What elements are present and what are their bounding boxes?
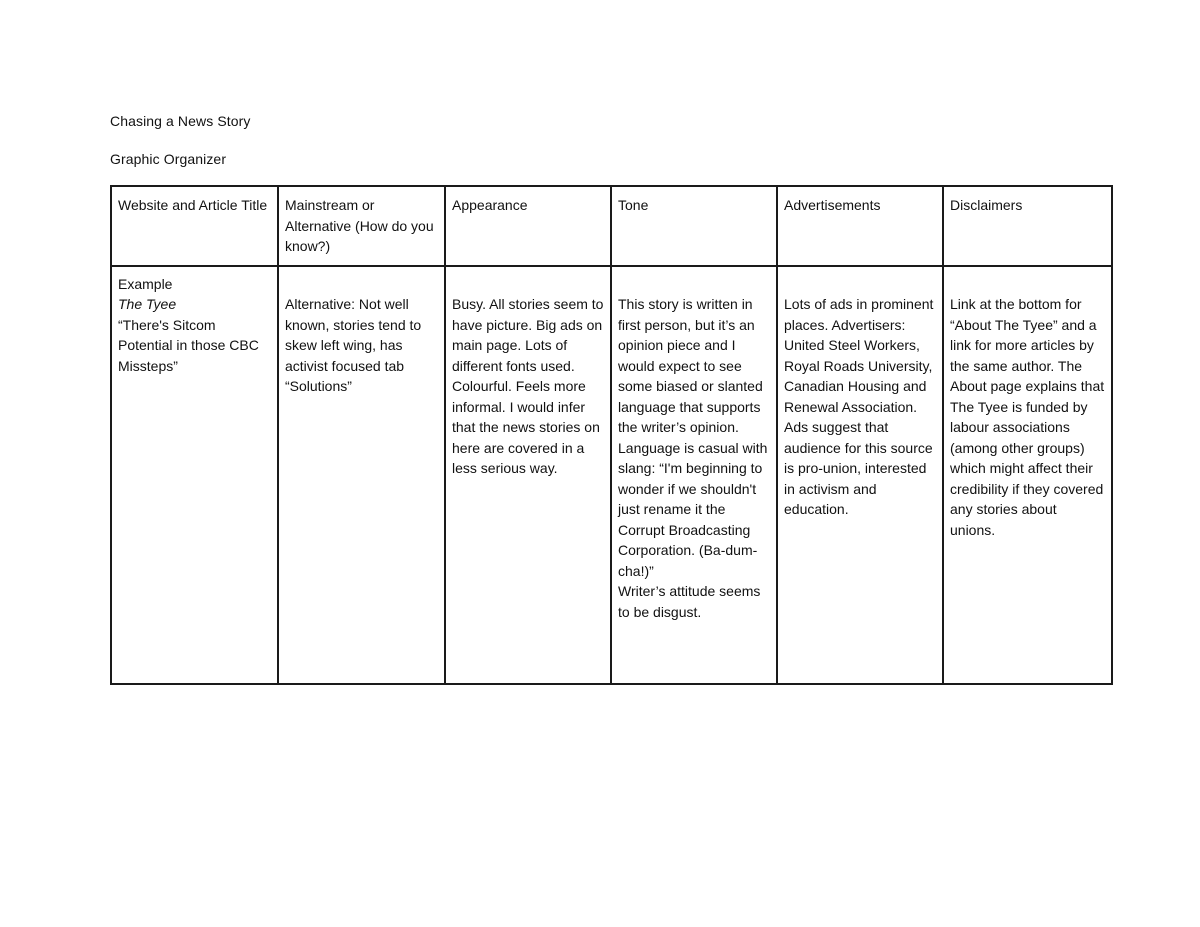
disclaimers-text: Link at the bottom for “About The Tyee” and a link for more articles by the same author. The About page explains that The Tyee is funded by labour associations (among other groups) which might affect their credibility if they covered any stories about unions. [950, 296, 1105, 538]
mainstream-text: Alternative: Not well known, stories tend to skew left wing, has activist focused tab “Solutions” [285, 296, 422, 394]
document-subtitle: Graphic Organizer [110, 151, 227, 167]
graphic-organizer-table [110, 185, 1113, 685]
appearance-text: Busy. All stories seem to have picture. Big ads on main page. Lots of different fonts used. Colourful. Feels more informal. I would infer that the news stories on here are covered in a less serious way. [452, 296, 604, 476]
cell-tone [611, 266, 777, 684]
document-title: Chasing a News Story [110, 113, 251, 129]
header-cell-appearance: Appearance [445, 186, 611, 266]
table-header-row [111, 186, 1112, 266]
header-cell-advertisements: Advertisements [777, 186, 943, 266]
header-cell-website: Website and Article Title [111, 186, 278, 266]
tone-attitude-text: Writer’s attitude seems to be disgust. [618, 583, 761, 620]
tone-text: This story is written in first person, but it’s an opinion piece and I would expect to see some biased or slanted language that supports the writer’s opinion. Language is casual with slang: “I'm beginning to wonder if we shouldn't just rename it the Corrupt Broadcasting Corporation. (Ba-dum-cha!)” [618, 296, 768, 579]
cell-top-spacer [784, 274, 936, 295]
table-row [111, 266, 1112, 684]
cell-mainstream-alternative [278, 266, 445, 684]
header-cell-mainstream: Mainstream or Alternative (How do you know?) [278, 186, 445, 266]
cell-advertisements [777, 266, 943, 684]
cell-top-spacer [285, 274, 438, 295]
cell-top-spacer [950, 274, 1105, 295]
cell-top-spacer [452, 274, 604, 295]
header-cell-tone: Tone [611, 186, 777, 266]
cell-disclaimers [943, 266, 1112, 684]
example-label: Example [118, 275, 173, 292]
header-cell-disclaimers: Disclaimers [943, 186, 1112, 266]
article-title: “There's Sitcom Potential in those CBC Missteps” [118, 316, 259, 374]
cell-appearance [445, 266, 611, 684]
cell-website-title [111, 266, 278, 684]
advertisements-text: Lots of ads in prominent places. Advertisers: United Steel Workers, Royal Roads University, Canadian Housing and Renewal Association. Ads suggest that audience for this source is pro-union, interested in activism and education. [784, 296, 934, 517]
cell-top-spacer [618, 274, 770, 295]
site-name: The Tyee [118, 296, 177, 312]
